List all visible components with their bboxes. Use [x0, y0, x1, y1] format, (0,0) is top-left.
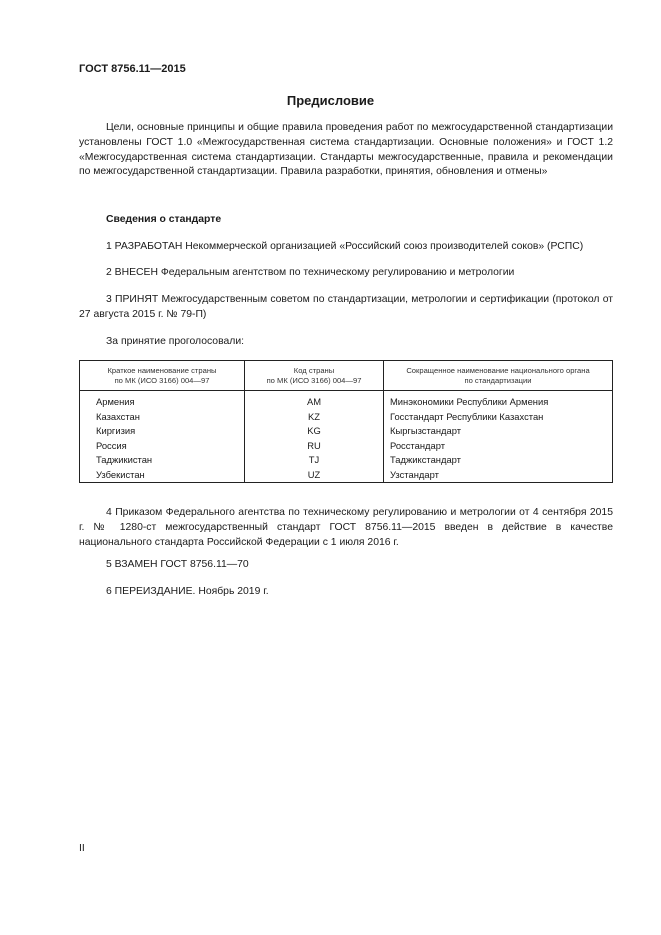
cell-body: Госстандарт Республики Казахстан: [384, 410, 613, 425]
table-row: [80, 439, 613, 454]
item-developed: 1 РАЗРАБОТАН Некоммерческой организацией «Российский союз производителей соков» (РСПС): [106, 241, 584, 252]
header-body-line1: Сокращенное наименование национального органа: [406, 366, 590, 375]
header-code: [245, 361, 384, 391]
cell-country: Таджикистан: [80, 453, 245, 468]
cell-country: Казахстан: [80, 410, 245, 425]
cell-country: Армения: [80, 391, 245, 410]
cell-body: Минэкономики Республики Армения: [384, 391, 613, 410]
page-number: II: [79, 843, 85, 854]
table-row: [80, 410, 613, 425]
cell-country: Киргизия: [80, 424, 245, 439]
section-heading: Сведения о стандарте: [106, 214, 222, 225]
cell-body: Росстандарт: [384, 439, 613, 454]
header-country-line2: по МК (ИСО 3166) 004—97: [114, 376, 210, 385]
vote-label: За принятие проголосовали:: [106, 336, 245, 347]
header-code-line1: Код страны: [293, 366, 335, 375]
cell-country: Узбекистан: [80, 468, 245, 483]
header-code-line2: по МК (ИСО 3166) 004—97: [266, 376, 362, 385]
document-id: ГОСТ 8756.11—2015: [79, 63, 186, 75]
table-row: [80, 424, 613, 439]
item-enacted: 4 Приказом Федерального агентства по техническому регулированию и метрологии от 4 сентября 2015 г. № 1280-ст межгосударственный стандарт ГОСТ 8756.11—2015 введен в действие в качестве национального стандарта Российской Федерации с 1 июля 2016 г.: [79, 507, 613, 548]
table-row: [80, 391, 613, 410]
intro-paragraph: Цели, основные принципы и общие правила проведения работ по межгосударственной стандартизации установлены ГОСТ 1.0 «Межгосударственная система стандартизации. Основные положения» и ГОСТ 1.2 «Межгосударственная система стандартизации. Стандарты межгосударственные, правила и рекомендации по межгосударственной стандартизации. Правила разработки, принятия, обновления и отмены»: [79, 122, 613, 178]
cell-body: Таджикстандарт: [384, 453, 613, 468]
item-adopted: 3 ПРИНЯТ Межгосударственным советом по стандартизации, метрологии и сертификации (протокол от 27 августа 2015 г. № 79-П): [79, 294, 613, 320]
cell-code: KG: [245, 424, 384, 439]
cell-code: KZ: [245, 410, 384, 425]
page-title: Предисловие: [286, 93, 375, 108]
cell-code: UZ: [245, 468, 384, 483]
header-country: [80, 361, 245, 391]
cell-body: Узстандарт: [384, 468, 613, 483]
voting-table: [79, 360, 613, 483]
cell-code: RU: [245, 439, 384, 454]
table-row: [80, 453, 613, 468]
cell-body: Кыргызстандарт: [384, 424, 613, 439]
header-country-line1: Краткое наименование страны: [107, 366, 217, 375]
cell-code: TJ: [245, 453, 384, 468]
item-reissue: 6 ПЕРЕИЗДАНИЕ. Ноябрь 2019 г.: [106, 586, 269, 597]
cell-code: AM: [245, 391, 384, 410]
cell-country: Россия: [80, 439, 245, 454]
item-replaces: 5 ВЗАМЕН ГОСТ 8756.11—70: [106, 559, 249, 570]
header-body-line2: по стандартизации: [464, 376, 532, 385]
table-row: [80, 468, 613, 483]
header-body: [384, 361, 613, 391]
table-header-row: [80, 361, 613, 391]
item-introduced: 2 ВНЕСЕН Федеральным агентством по техническому регулированию и метрологии: [106, 267, 515, 278]
